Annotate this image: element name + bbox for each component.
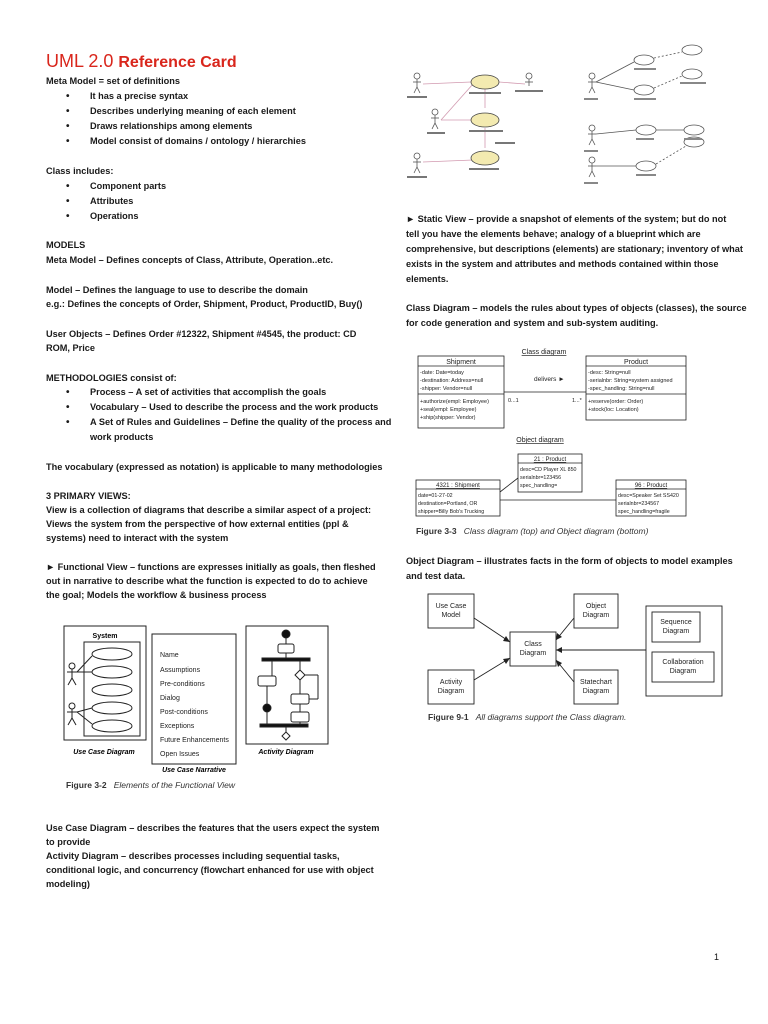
box-label: Collaboration: [662, 659, 704, 666]
box-label: Class: [524, 641, 542, 648]
functional-view-line-2: out in narrative to describe what the function is expected to do to achieve: [46, 576, 368, 586]
class-operation: +seal(empl: Employee): [420, 407, 477, 413]
actor-icon: [588, 125, 596, 145]
caption-number: Figure 3-3: [416, 526, 457, 536]
use-case-desc-1: Use Case Diagram – describes the features that the users expect the system: [46, 823, 380, 833]
box-label: Diagram: [519, 650, 547, 657]
diagram-relationships-figure: [424, 590, 724, 714]
object-attribute: spec_handling=: [520, 483, 558, 489]
list-item: • Vocabulary – Used to describe the process and the work products: [46, 400, 391, 415]
title-reference-card: Reference Card: [118, 54, 237, 71]
use-case-diagram-frame: [64, 626, 146, 740]
sequence-diagram-box: [652, 612, 700, 642]
activity-desc-3: modeling): [46, 879, 90, 889]
functional-view-line-3: the goal; Models the workflow & business process: [46, 590, 267, 600]
list-item: • A Set of Rules and Guidelines – Define the quality of the process and: [46, 415, 391, 430]
class-operation: +stock(loc: Location): [588, 407, 639, 413]
shipment-class-name: Shipment: [446, 359, 476, 366]
use-case-ellipses: [596, 45, 704, 171]
actor-icon: [67, 663, 77, 685]
caption-number: Figure 9-1: [428, 712, 469, 722]
product-class: [586, 356, 686, 420]
actor-icon: [67, 703, 77, 725]
object-21-product: [518, 454, 582, 492]
page-number: 1: [714, 952, 720, 962]
system-label: System: [92, 633, 118, 640]
class-attribute: -shipper: Vendor=null: [420, 386, 473, 392]
narrative-item: Dialog: [160, 695, 180, 702]
static-view-line-1: ► Static View – provide a snapshot of elements of the system; but do not: [406, 214, 727, 224]
collaboration-diagram-box: [652, 652, 714, 682]
actor-icon: [588, 73, 596, 93]
include-extend-diagrams: [584, 40, 724, 188]
activity-desc-2: conditional logic, and concurrency (flowchart enhanced for use with object: [46, 865, 374, 875]
class-includes: Class includes:: [46, 166, 114, 176]
class-operation: +ship(shipper: Vendor): [420, 415, 476, 421]
object-4321-shipment: [416, 480, 500, 516]
box-label: Diagram: [669, 668, 697, 675]
product-class-name: Product: [623, 359, 649, 366]
object-attribute: destination=Portland, OR: [418, 501, 478, 507]
object-diagram-box: [574, 594, 618, 628]
use-case-diagram-label: Use Case Diagram: [73, 749, 135, 756]
list-item: • Model consist of domains / ontology / hierarchies: [46, 134, 306, 149]
class-diagram-title: Class diagram: [521, 349, 567, 356]
box-label: Statechart: [580, 679, 612, 686]
narrative-item: Post-conditions: [160, 709, 208, 716]
user-objects-2: ROM, Price: [46, 343, 96, 353]
multiplicity-left: 0...1: [508, 398, 519, 404]
association-label: delivers ►: [534, 376, 565, 383]
actor-icon: [413, 153, 421, 173]
user-objects-1: User Objects – Defines Order #12322, Shipment #4545, the product: CD: [46, 329, 357, 339]
narrative-item: Name: [160, 652, 179, 659]
object-attribute: date=01-27-02: [418, 493, 453, 499]
object-attribute: serialnbr=234567: [618, 501, 660, 507]
activity-flow: [258, 630, 318, 740]
object-attribute: serialnbr=123456: [520, 475, 562, 481]
use-case-ellipses: [471, 75, 499, 165]
list-item: • Describes underlying meaning of each element: [46, 104, 306, 119]
class-object-diagram-figure: [412, 344, 692, 534]
object-diagram-line-2: and test data.: [406, 571, 466, 581]
object-96-product: [616, 480, 686, 516]
class-diagram-line-2: for code generation and system and sub-system auditing.: [406, 318, 659, 328]
class-attribute: -date: Date=today: [420, 370, 464, 376]
functional-view-line-1: ► Functional View – functions are expresses initially as goals, then fleshed: [46, 562, 376, 572]
box-label: Diagram: [437, 688, 465, 695]
list-item: • Operations: [46, 209, 166, 224]
box-label: Use Case: [435, 603, 467, 610]
class-bullets: [46, 179, 166, 224]
functional-view-figure: [60, 620, 360, 800]
class-attribute: -destination: Address=null: [420, 378, 484, 384]
actor-icon: [588, 157, 596, 177]
methodologies-heading: METHODOLOGIES consist of:: [46, 373, 177, 383]
box-label: Diagram: [582, 612, 610, 619]
statechart-diagram-box: [574, 670, 618, 704]
views-line-2: Views the system from the perspective of how external entities (ppl &: [46, 519, 349, 529]
class-attribute: -spec_handling: String=null: [588, 386, 655, 392]
figure-9-1-caption: [428, 712, 626, 722]
title-uml: UML 2.0: [46, 51, 114, 71]
caption-text: Elements of the Functional View: [113, 780, 235, 790]
box-label: Diagram: [662, 628, 690, 635]
vocabulary-note: The vocabulary (expressed as notation) is applicable to many methodologies: [46, 462, 383, 472]
list-item: • Attributes: [46, 194, 166, 209]
use-case-model-box: [428, 594, 474, 628]
class-attribute: -serialnbr: String=system assigned: [588, 378, 673, 384]
class-diagram-line-1: Class Diagram – models the rules about types of objects (classes), the source: [406, 303, 747, 313]
methodologies-bullet-continuation: work products: [90, 432, 154, 442]
box-label: Activity: [439, 679, 463, 686]
list-item: • It has a precise syntax: [46, 89, 306, 104]
views-line-3: systems) need to interact with the system: [46, 533, 229, 543]
meta-model-bullets: [46, 89, 306, 149]
model-definition-2: e.g.: Defines the concepts of Order, Shipment, Product, ProductID, Buy(): [46, 299, 363, 309]
caption-text: All diagrams support the Class diagram.: [475, 712, 627, 722]
static-view-line-5: elements.: [406, 274, 449, 284]
static-view-line-3: comprehensive, but descriptions (elements) are stationary; inventory of what: [406, 244, 743, 254]
narrative-item: Future Enhancements: [160, 737, 229, 744]
figure-3-3-caption: [416, 526, 648, 536]
list-item: • Component parts: [46, 179, 166, 194]
object-name: 96 : Product: [634, 483, 668, 489]
object-name: 4321 : Shipment: [436, 483, 480, 489]
narrative-item: Exceptions: [160, 723, 195, 730]
actor-icon: [413, 73, 421, 93]
model-definition-1: Model – Defines the language to use to describe the domain: [46, 285, 308, 295]
methodologies-bullets: [46, 385, 391, 430]
object-diagram-title: Object diagram: [516, 437, 564, 444]
list-item: • Draws relationships among elements: [46, 119, 306, 134]
caption-text: Class diagram (top) and Object diagram (bottom): [463, 526, 649, 536]
class-operation: +reserve(order: Order): [588, 399, 644, 405]
box-label: Sequence: [660, 619, 692, 626]
use-case-ellipses: [77, 648, 132, 732]
object-attribute: shipper=Billy Bob's Trucking: [418, 509, 485, 515]
object-attribute: desc=Speaker Set SS420: [618, 493, 679, 499]
narrative-item: Open Issues: [160, 751, 200, 758]
narrative-item: Assumptions: [160, 667, 201, 674]
box-label: Diagram: [582, 688, 610, 695]
class-diagram-box: [510, 632, 556, 666]
object-diagram-line-1: Object Diagram – illustrates facts in the form of objects to model examples: [406, 556, 733, 566]
shipment-class: [418, 356, 504, 428]
actor-icon: [525, 73, 533, 86]
object-name: 21 : Product: [533, 457, 567, 463]
box-label: Model: [441, 612, 461, 619]
use-case-desc-2: to provide: [46, 837, 91, 847]
models-heading: MODELS: [46, 240, 86, 250]
static-view-line-4: exists in the system and attributes and methods contained within those: [406, 259, 719, 269]
class-operation: +authorize(empl: Employee): [420, 399, 489, 405]
meta-model-line: Meta Model = set of definitions: [46, 76, 180, 86]
activity-diagram-label: Activity Diagram: [258, 749, 314, 756]
box-label: Object: [585, 603, 607, 610]
multiplicity-right: 1...*: [572, 398, 582, 404]
figure-3-2-caption: [66, 780, 235, 790]
use-case-example-diagram: [405, 64, 575, 189]
object-attribute: desc=CD Player XL 850: [520, 467, 577, 473]
primary-views-heading: 3 PRIMARY VIEWS:: [46, 491, 131, 501]
caption-number: Figure 3-2: [66, 780, 107, 790]
static-view-line-2: tell you have the elements behave; analogy of a blueprint which are: [406, 229, 701, 239]
list-item: • Process – A set of activities that accomplish the goals: [46, 385, 391, 400]
actor-icon: [431, 109, 439, 129]
activity-desc-1: Activity Diagram – describes processes including sequential tasks,: [46, 851, 340, 861]
narrative-item: Pre-conditions: [160, 681, 205, 688]
activity-diagram-box: [428, 670, 474, 704]
object-attribute: spec_handling=fragile: [618, 509, 670, 515]
use-case-narrative-label: Use Case Narrative: [162, 767, 226, 774]
views-line-1: View is a collection of diagrams that describe a similar aspect of a project:: [46, 505, 372, 515]
page-title: [46, 50, 237, 74]
class-attribute: -desc: String=null: [588, 370, 631, 376]
meta-model-definition: Meta Model – Defines concepts of Class, Attribute, Operation..etc.: [46, 255, 334, 265]
unreadable-labels: [407, 90, 543, 178]
